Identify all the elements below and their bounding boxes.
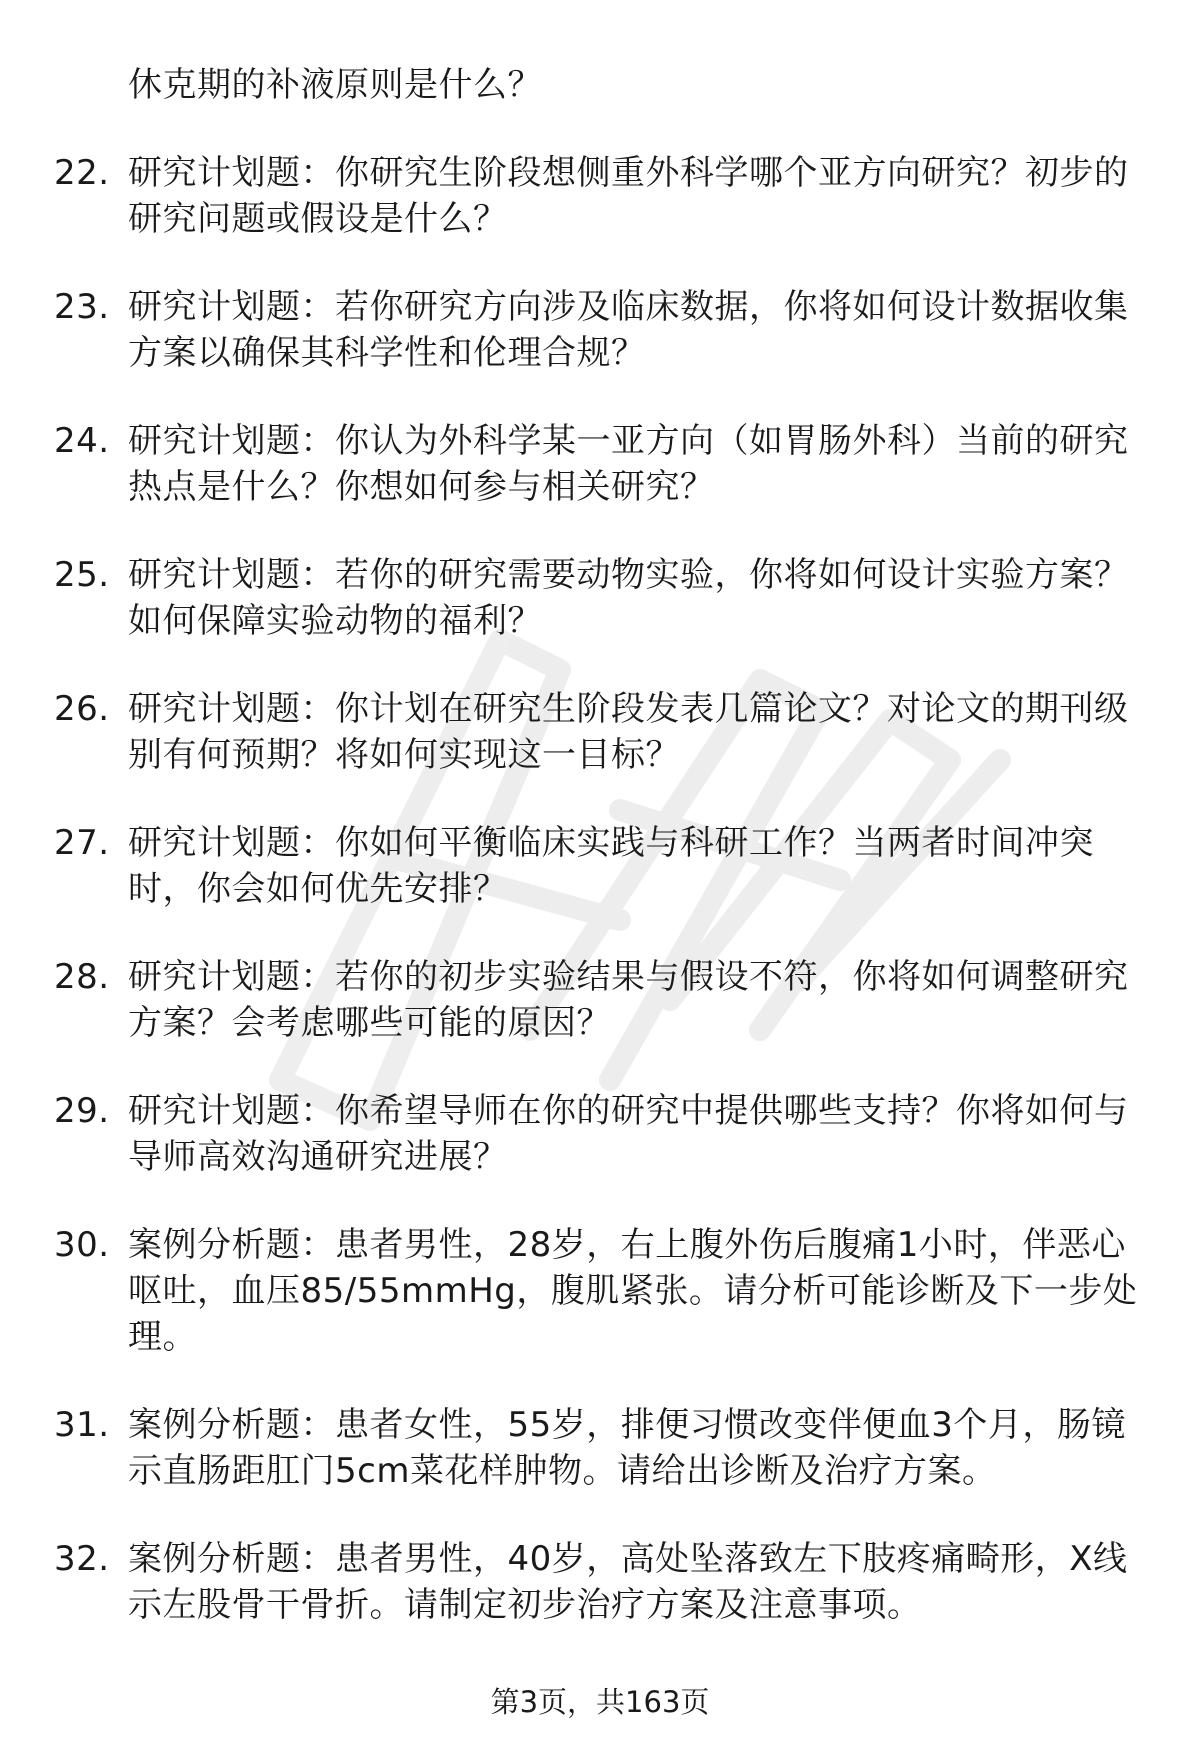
- question-list: [0, 150, 1200, 1670]
- question-text: 案例分析题：患者女性，55岁，排便习惯改变伴便血3个月，肠镜示直肠距肛门5cm菜花样肿物。请给出诊断及治疗方案。: [128, 1405, 1126, 1491]
- question-number: 26.: [54, 689, 110, 729]
- list-item: [0, 1088, 1138, 1180]
- list-item: [0, 284, 1138, 376]
- list-item: [0, 820, 1138, 912]
- question-text: 研究计划题：若你的初步实验结果与假设不符，你将如何调整研究方案？会考虑哪些可能的原因？: [128, 957, 1129, 1043]
- list-item: [0, 1222, 1138, 1360]
- question-number: 23.: [54, 287, 110, 327]
- continuation-text: 休克期的补液原则是什么？: [128, 65, 542, 105]
- question-text: 研究计划题：你认为外科学某一亚方向（如胃肠外科）当前的研究热点是什么？你想如何参与相关研究？: [128, 421, 1129, 507]
- question-number: 24.: [54, 421, 110, 461]
- question-text: 研究计划题：你研究生阶段想侧重外科学哪个亚方向研究？初步的研究问题或假设是什么？: [128, 153, 1129, 239]
- question-text: 案例分析题：患者男性，28岁，右上腹外伤后腹痛1小时，伴恶心呕吐，血压85/55mmHg，腹肌紧张。请分析可能诊断及下一步处理。: [128, 1225, 1138, 1357]
- question-text: 研究计划题：你希望导师在你的研究中提供哪些支持？你将如何与导师高效沟通研究进展？: [128, 1091, 1129, 1177]
- page-footer: 第3页，共163页: [490, 1685, 710, 1719]
- question-number: 32.: [54, 1539, 110, 1579]
- question-text: 研究计划题：若你的研究需要动物实验，你将如何设计实验方案？如何保障实验动物的福利？: [128, 555, 1129, 641]
- list-item: [0, 1402, 1138, 1494]
- list-item: [0, 150, 1138, 242]
- question-number: 25.: [54, 555, 110, 595]
- question-number: 30.: [54, 1225, 110, 1265]
- question-text: 研究计划题：若你研究方向涉及临床数据，你将如何设计数据收集方案以确保其科学性和伦理合规？: [128, 287, 1129, 373]
- question-number: 27.: [54, 823, 110, 863]
- question-number: 31.: [54, 1405, 110, 1445]
- list-item: [0, 954, 1138, 1046]
- list-item: [0, 552, 1138, 644]
- question-text: 研究计划题：你如何平衡临床实践与科研工作？当两者时间冲突时，你会如何优先安排？: [128, 823, 1094, 909]
- list-item: [0, 1536, 1138, 1628]
- list-item: [0, 686, 1138, 778]
- question-number: 29.: [54, 1091, 110, 1131]
- question-number: 28.: [54, 957, 110, 997]
- question-number: 22.: [54, 153, 110, 193]
- question-text: 案例分析题：患者男性，40岁，高处坠落致左下肢疼痛畸形，X线示左股骨干骨折。请制定初步治疗方案及注意事项。: [128, 1539, 1128, 1625]
- question-text: 研究计划题：你计划在研究生阶段发表几篇论文？对论文的期刊级别有何预期？将如何实现这一目标？: [128, 689, 1129, 775]
- list-item: [0, 418, 1138, 510]
